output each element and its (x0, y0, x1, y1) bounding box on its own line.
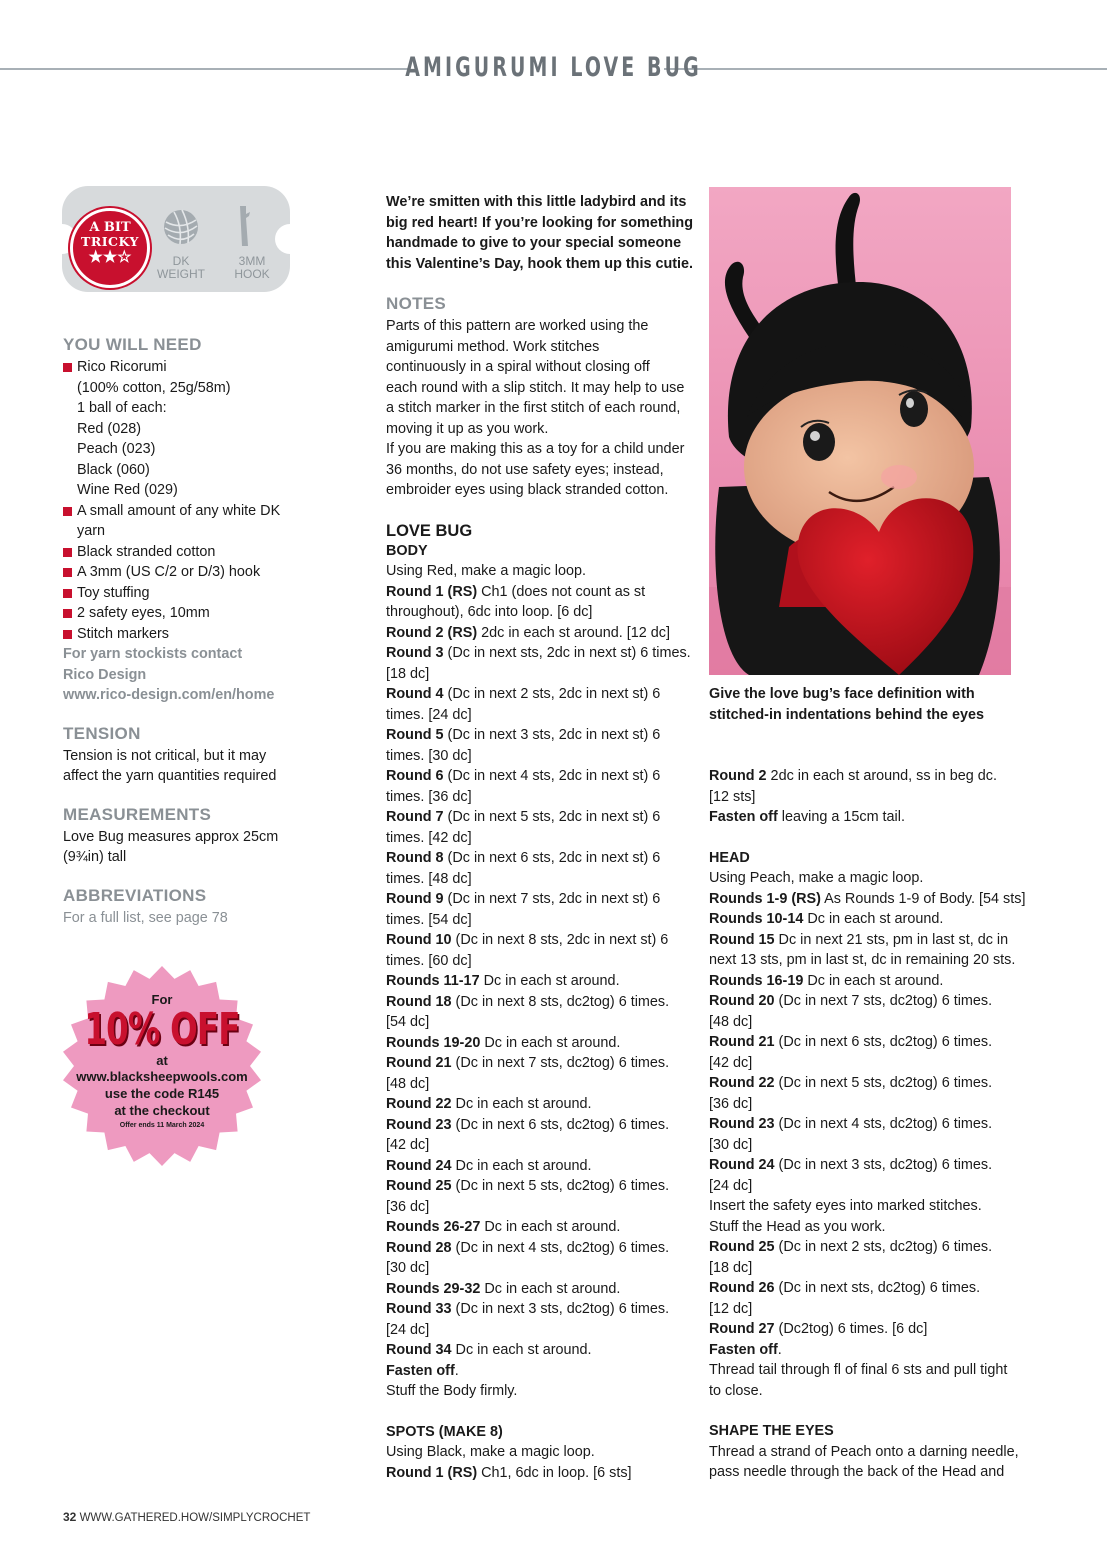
instruction-line (386, 1094, 696, 1115)
instruction-line (386, 1053, 696, 1074)
instruction-line (386, 1463, 696, 1484)
instruction-text: (Dc in next 6 sts, dc2tog) 6 times. (774, 1034, 993, 1050)
badge-notch-right (275, 224, 305, 254)
instruction-round-label: Round 15 (709, 931, 775, 948)
instruction-line (709, 1299, 1029, 1320)
intro-line: We’re smitten with this little ladybird and its (386, 194, 687, 210)
discount-checkout: at the checkout (114, 1103, 210, 1118)
instruction-text: times. [48 dc] (386, 870, 472, 887)
instruction-line (386, 1238, 696, 1259)
instruction-round-label: Round 8 (386, 850, 444, 866)
instruction-text: times. [54 dc] (386, 911, 472, 928)
material-line: Rico Ricorumi (77, 359, 167, 375)
instruction-text: (Dc in next 8 sts, dc2tog) 6 times. (451, 993, 670, 1010)
spots-instructions (386, 1442, 696, 1483)
instruction-round-label: Round 18 (386, 993, 452, 1010)
instruction-line (709, 889, 1029, 910)
instruction-text: As Rounds 1-9 of Body. [54 sts] (820, 890, 1026, 907)
instruction-line (386, 1115, 696, 1136)
instruction-text: leaving a 15cm tail. (777, 809, 905, 825)
instruction-text: [24 dc] (386, 1321, 430, 1338)
discount-code: use the code R145 (104, 1086, 220, 1101)
instruction-round-label: Fasten off (386, 1362, 455, 1379)
instruction-text: throughout), 6dc into loop. [6 dc] (386, 604, 593, 620)
instruction-text: next 13 sts, pm in last st, dc in remaining 20 sts. (709, 952, 1016, 968)
instruction-text: . (777, 1341, 782, 1358)
instruction-line (386, 582, 696, 603)
discount-starburst[interactable] (60, 966, 264, 1166)
discount-ends: Offer ends 11 March 2024 (119, 1122, 205, 1129)
shape-eyes-line: pass needle through the back of the Head and (709, 1464, 1005, 1480)
material-item (63, 583, 353, 604)
instruction-round-label: Rounds 26-27 (386, 1219, 481, 1235)
instruction-text: [36 dc] (709, 1095, 753, 1112)
instruction-text: Insert the safety eyes into marked stitches. (709, 1198, 982, 1214)
instruction-round-label: Round 4 (386, 686, 444, 702)
instruction-line (386, 766, 696, 787)
instruction-line (386, 746, 696, 767)
instruction-round-label: Round 6 (386, 768, 444, 784)
instruction-text: (Dc in next 6 sts, 2dc in next st) 6 (443, 850, 661, 866)
instruction-line (386, 1156, 696, 1177)
material-line: Black (060) (77, 461, 150, 478)
instruction-line (386, 1258, 696, 1279)
instruction-line (709, 1073, 1029, 1094)
amigurumi-ladybird-image (709, 187, 1011, 675)
instruction-text: (Dc in next 6 sts, dc2tog) 6 times. (451, 1116, 670, 1133)
instruction-round-label: Round 20 (709, 993, 775, 1009)
abbreviations-heading: ABBREVIATIONS (63, 885, 207, 905)
shape-eyes-line: Thread a strand of Peach onto a darning needle, (709, 1443, 1019, 1460)
page-footer (63, 1510, 310, 1524)
instruction-text: Using Black, make a magic loop. (386, 1444, 595, 1460)
instruction-text: [30 dc] (386, 1260, 430, 1276)
instruction-line (709, 971, 1029, 992)
page-number: 32 (63, 1510, 77, 1524)
material-line: Black stranded cotton (77, 543, 216, 560)
yarn-ball-icon (162, 208, 200, 246)
instruction-round-label: Round 25 (709, 1239, 775, 1255)
instruction-round-label: Round 22 (386, 1096, 452, 1112)
notes-text (386, 316, 696, 501)
instruction-line (386, 1442, 696, 1463)
instruction-round-label: Round 2 (RS) (386, 624, 478, 641)
instruction-round-label: Rounds 16-19 (709, 972, 804, 989)
instruction-text: [12 sts] (709, 788, 756, 805)
weight-line1: DK (172, 254, 190, 268)
stockist-line2: Rico Design (63, 666, 147, 683)
hook-line2: HOOK (234, 267, 270, 281)
instruction-text: (Dc in next sts, dc2tog) 6 times. (774, 1280, 981, 1296)
weight-line2: WEIGHT (157, 267, 205, 281)
instruction-text: times. [42 dc] (386, 829, 472, 846)
instruction-line (709, 1094, 1029, 1115)
instruction-line (709, 868, 1029, 889)
stockist-line1: For yarn stockists contact (63, 646, 243, 662)
instruction-line (386, 971, 696, 992)
tension-text-1: Tension is not critical, but it may (63, 747, 267, 764)
instruction-text: 2dc in each st around, ss in beg dc. (766, 768, 997, 784)
instruction-line (386, 1299, 696, 1320)
abbreviations-text: For a full list, see page 78 (63, 909, 228, 926)
instruction-line (709, 1012, 1029, 1033)
notes-line: amigurumi method. Work stitches (386, 338, 600, 355)
instruction-line (386, 1176, 696, 1197)
instruction-line (386, 992, 696, 1013)
photo-caption (709, 684, 1029, 725)
instruction-text: (Dc2tog) 6 times. [6 dc] (774, 1321, 928, 1337)
materials-list (63, 357, 353, 644)
instruction-round-label: Round 10 (386, 932, 452, 948)
tension-heading: TENSION (63, 723, 141, 743)
caption-line: Give the love bug’s face definition with (709, 686, 975, 702)
instruction-round-label: Round 3 (386, 645, 444, 661)
instruction-text: [12 dc] (709, 1300, 753, 1317)
head-heading: HEAD (709, 849, 750, 866)
instruction-round-label: Round 24 (386, 1157, 452, 1174)
measurements-text-2: (9¾in) tall (63, 849, 127, 865)
material-line: yarn (77, 523, 105, 539)
notes-line: If you are making this as a toy for a child under (386, 441, 685, 457)
instruction-text: to close. (709, 1382, 763, 1399)
instruction-line (386, 828, 696, 849)
material-line: Red (028) (77, 420, 141, 437)
instruction-text: [24 dc] (709, 1177, 753, 1194)
instruction-text: Dc in each st around. (451, 1342, 592, 1358)
material-line: A small amount of any white DK (77, 502, 281, 519)
instruction-line (386, 1074, 696, 1095)
instruction-text: [48 dc] (386, 1075, 430, 1092)
instruction-round-label: Round 9 (386, 891, 444, 907)
instruction-line (386, 1033, 696, 1054)
crochet-hook-icon (234, 204, 256, 248)
instruction-line (386, 1012, 696, 1033)
material-item (63, 562, 353, 583)
instruction-round-label: Round 23 (386, 1116, 452, 1133)
instruction-round-label: Round 1 (RS) (386, 583, 478, 600)
instruction-line (386, 684, 696, 705)
head-instructions (709, 868, 1029, 1401)
instruction-text: (Dc in next 3 sts, dc2tog) 6 times. (451, 1301, 670, 1317)
instruction-text: (Dc in next 5 sts, dc2tog) 6 times. (774, 1075, 993, 1091)
instruction-line (386, 1340, 696, 1361)
footer-url[interactable]: WWW.GATHERED.HOW/SIMPLYCROCHET (79, 1512, 311, 1524)
instruction-line (709, 1032, 1029, 1053)
difficulty-badge (62, 186, 290, 292)
instruction-text: Dc in each st around. (451, 1157, 592, 1174)
caption-line: stitched-in indentations behind the eyes (709, 706, 985, 723)
instruction-round-label: Round 21 (386, 1055, 452, 1071)
weight-label (151, 255, 211, 281)
discount-for: For (151, 992, 173, 1007)
instruction-text: (Dc in next 3 sts, dc2tog) 6 times. (774, 1157, 993, 1173)
instruction-round-label: Round 27 (709, 1321, 775, 1337)
page-title: AMIGURUMI LOVE BUG (405, 52, 702, 83)
notes-line: a stitch marker in the first stitch of each round, (386, 400, 681, 416)
spots-heading: SPOTS (MAKE 8) (386, 1423, 503, 1440)
instruction-line (386, 951, 696, 972)
instruction-line (709, 1053, 1029, 1074)
hook-line1: 3MM (238, 254, 266, 268)
instruction-line (709, 1217, 1029, 1238)
instruction-line (709, 1237, 1029, 1258)
notes-line: 36 months, do not use safety eyes; instead, (386, 461, 664, 478)
discount-text (60, 966, 264, 1133)
instruction-round-label: Round 22 (709, 1075, 775, 1091)
instruction-line (709, 950, 1029, 971)
instruction-round-label: Round 2 (709, 768, 767, 784)
instruction-line (709, 1319, 1029, 1340)
material-item (63, 624, 353, 645)
intro-line: handmade to give to your special someone (386, 235, 682, 251)
material-line: 1 ball of each: (77, 400, 167, 416)
instruction-text: Dc in each st around. (803, 911, 944, 927)
instruction-round-label: Rounds 29-32 (386, 1280, 481, 1297)
instruction-line (709, 1381, 1029, 1402)
instruction-line (386, 889, 696, 910)
instruction-line (709, 807, 1029, 828)
instruction-line (386, 1381, 696, 1402)
material-line: Stitch markers (77, 625, 169, 642)
instruction-text: Using Peach, make a magic loop. (709, 870, 924, 886)
intro-paragraph (386, 192, 696, 274)
instruction-line (386, 930, 696, 951)
notes-heading: NOTES (386, 294, 447, 313)
instruction-line (386, 643, 696, 664)
instruction-line (386, 561, 696, 582)
instruction-text: times. [30 dc] (386, 747, 472, 764)
instruction-text: Dc in each st around. (803, 972, 944, 989)
intro-line: big red heart! If you’re looking for something (386, 214, 694, 231)
material-line: Toy stuffing (77, 584, 150, 601)
instruction-round-label: Rounds 19-20 (386, 1034, 481, 1051)
instruction-text: [30 dc] (709, 1136, 753, 1153)
instruction-text: times. [36 dc] (386, 788, 472, 805)
material-item (63, 603, 353, 624)
instruction-text: Ch1 (does not count as st (477, 583, 646, 600)
instruction-round-label: Rounds 10-14 (709, 911, 804, 927)
difficulty-circle (70, 208, 150, 288)
instruction-round-label: Round 28 (386, 1239, 452, 1256)
instruction-text: (Dc in next sts, 2dc in next st) 6 times. (443, 645, 691, 661)
notes-line: each round with a slip stitch. It may help to use (386, 379, 685, 396)
instruction-line (709, 1340, 1029, 1361)
material-line: 2 safety eyes, 10mm (77, 605, 210, 621)
material-item (63, 542, 353, 563)
instruction-text: [18 dc] (386, 665, 430, 682)
instruction-line (386, 787, 696, 808)
instruction-text: (Dc in next 4 sts, dc2tog) 6 times. (451, 1239, 670, 1256)
body-heading: BODY (386, 542, 428, 559)
stockist-link[interactable]: www.rico-design.com/en/home (63, 687, 275, 703)
shape-eyes-instructions (709, 1442, 1029, 1483)
measurements-heading: MEASUREMENTS (63, 804, 212, 824)
instruction-round-label: Round 21 (709, 1034, 775, 1050)
instruction-line (386, 602, 696, 623)
instruction-text: (Dc in next 5 sts, dc2tog) 6 times. (451, 1178, 670, 1194)
notes-line: moving it up as you work. (386, 420, 549, 437)
instruction-text: 2dc in each st around. [12 dc] (477, 624, 670, 641)
instruction-line (386, 807, 696, 828)
instruction-line (709, 1176, 1029, 1197)
instruction-text: (Dc in next 8 sts, 2dc in next st) 6 (451, 932, 669, 948)
instruction-text: Dc in next 21 sts, pm in last st, dc in (774, 931, 1009, 948)
discount-offer: 10% OFF (84, 1004, 240, 1055)
instruction-text: (Dc in next 2 sts, dc2tog) 6 times. (774, 1239, 993, 1255)
instruction-text: (Dc in next 7 sts, dc2tog) 6 times. (774, 993, 993, 1009)
left-column (63, 335, 353, 928)
instruction-line (386, 664, 696, 685)
measurements-text-1: Love Bug measures approx 25cm (63, 828, 279, 845)
instruction-text: [54 dc] (386, 1014, 430, 1030)
instruction-round-label: Round 1 (RS) (386, 1464, 478, 1481)
notes-line: embroider eyes using black stranded cotton. (386, 482, 669, 498)
instruction-text: (Dc in next 4 sts, dc2tog) 6 times. (774, 1116, 993, 1132)
instruction-line (386, 725, 696, 746)
body-instructions (386, 561, 696, 1402)
instruction-line (386, 705, 696, 726)
love-bug-heading: LOVE BUG (386, 521, 473, 540)
instruction-line (709, 930, 1029, 951)
instruction-line (386, 848, 696, 869)
instruction-text: (Dc in next 7 sts, dc2tog) 6 times. (451, 1055, 670, 1071)
hook-label (222, 255, 282, 281)
instruction-text: Using Red, make a magic loop. (386, 563, 586, 579)
instruction-text: Dc in each st around. (480, 1219, 621, 1235)
right-column (709, 684, 1029, 1483)
notes-line: continuously in a spiral without closing off (386, 359, 650, 375)
instruction-round-label: Round 7 (386, 809, 444, 825)
discount-at: at (156, 1053, 168, 1068)
material-line: A 3mm (US C/2 or D/3) hook (77, 564, 261, 580)
shape-eyes-heading: SHAPE THE EYES (709, 1423, 834, 1439)
instruction-round-label: Rounds 11-17 (386, 973, 480, 989)
instruction-text: (Dc in next 5 sts, 2dc in next st) 6 (443, 809, 661, 825)
middle-column (386, 192, 696, 1483)
instruction-text: [36 dc] (386, 1198, 430, 1215)
instruction-line (709, 1278, 1029, 1299)
instruction-line (386, 1197, 696, 1218)
instruction-line (709, 1114, 1029, 1135)
instruction-line (386, 1320, 696, 1341)
instruction-round-label: Round 26 (709, 1280, 775, 1296)
instruction-line (386, 1217, 696, 1238)
instruction-text: (Dc in next 3 sts, 2dc in next st) 6 (443, 727, 661, 743)
instruction-text: Ch1, 6dc in loop. [6 sts] (477, 1464, 632, 1481)
instruction-text: . (454, 1362, 459, 1379)
instruction-text: (Dc in next 7 sts, 2dc in next st) 6 (443, 891, 661, 907)
love-bug-photo (709, 187, 1011, 675)
instruction-line (709, 766, 1029, 787)
instruction-text: Dc in each st around. (451, 1096, 592, 1112)
instruction-text: Stuff the Head as you work. (709, 1218, 886, 1235)
instruction-line (386, 869, 696, 890)
instruction-line (386, 623, 696, 644)
material-line: Peach (023) (77, 441, 156, 457)
instruction-line (386, 910, 696, 931)
material-line: Wine Red (029) (77, 482, 178, 498)
instruction-line (709, 991, 1029, 1012)
difficulty-stars: ★★☆ (88, 247, 132, 266)
difficulty-line2: TRICKY (81, 234, 139, 249)
material-item (63, 357, 353, 501)
instruction-text: Dc in each st around. (480, 1034, 621, 1051)
instruction-round-label: Round 24 (709, 1157, 775, 1173)
instruction-line (386, 1279, 696, 1300)
instruction-line (709, 1258, 1029, 1279)
instruction-round-label: Round 33 (386, 1301, 452, 1317)
instruction-round-label: Round 25 (386, 1178, 452, 1194)
instruction-text: (Dc in next 4 sts, 2dc in next st) 6 (443, 768, 661, 784)
instruction-line (709, 909, 1029, 930)
material-line: (100% cotton, 25g/58m) (77, 379, 231, 396)
instruction-text: [18 dc] (709, 1259, 753, 1276)
instruction-round-label: Round 34 (386, 1342, 452, 1358)
material-item (63, 501, 353, 542)
instruction-line (709, 1155, 1029, 1176)
tension-text-2: affect the yarn quantities required (63, 768, 277, 784)
instruction-round-label: Rounds 1-9 (RS) (709, 890, 821, 907)
instruction-line (386, 1361, 696, 1382)
instruction-line (709, 1135, 1029, 1156)
instruction-text: [42 dc] (709, 1054, 753, 1071)
instruction-text: times. [24 dc] (386, 706, 472, 723)
instruction-text: Thread tail through fl of final 6 sts and pull tight (709, 1362, 1008, 1378)
instruction-round-label: Round 5 (386, 727, 444, 743)
instruction-text: Dc in each st around. (480, 1280, 621, 1297)
instruction-round-label: Fasten off (709, 809, 778, 825)
intro-line: this Valentine’s Day, hook them up this cutie. (386, 255, 694, 272)
instruction-text: (Dc in next 2 sts, 2dc in next st) 6 (443, 686, 661, 702)
instruction-line (709, 787, 1029, 808)
instruction-round-label: Fasten off (709, 1341, 778, 1358)
instruction-text: [48 dc] (709, 1013, 753, 1030)
instruction-line (709, 1360, 1029, 1381)
spots-continued (709, 766, 1029, 828)
instruction-text: [42 dc] (386, 1137, 430, 1153)
instruction-round-label: Round 23 (709, 1116, 775, 1132)
difficulty-line1: A BIT (89, 220, 131, 235)
instruction-text: Stuff the Body firmly. (386, 1383, 518, 1399)
instruction-line (709, 1196, 1029, 1217)
instruction-line (386, 1135, 696, 1156)
instruction-text: Dc in each st around. (479, 973, 620, 989)
notes-line: Parts of this pattern are worked using the (386, 318, 649, 334)
instruction-text: times. [60 dc] (386, 952, 472, 969)
discount-site[interactable]: www.blacksheepwools.com (76, 1069, 248, 1084)
you-will-need-heading: YOU WILL NEED (63, 335, 202, 354)
